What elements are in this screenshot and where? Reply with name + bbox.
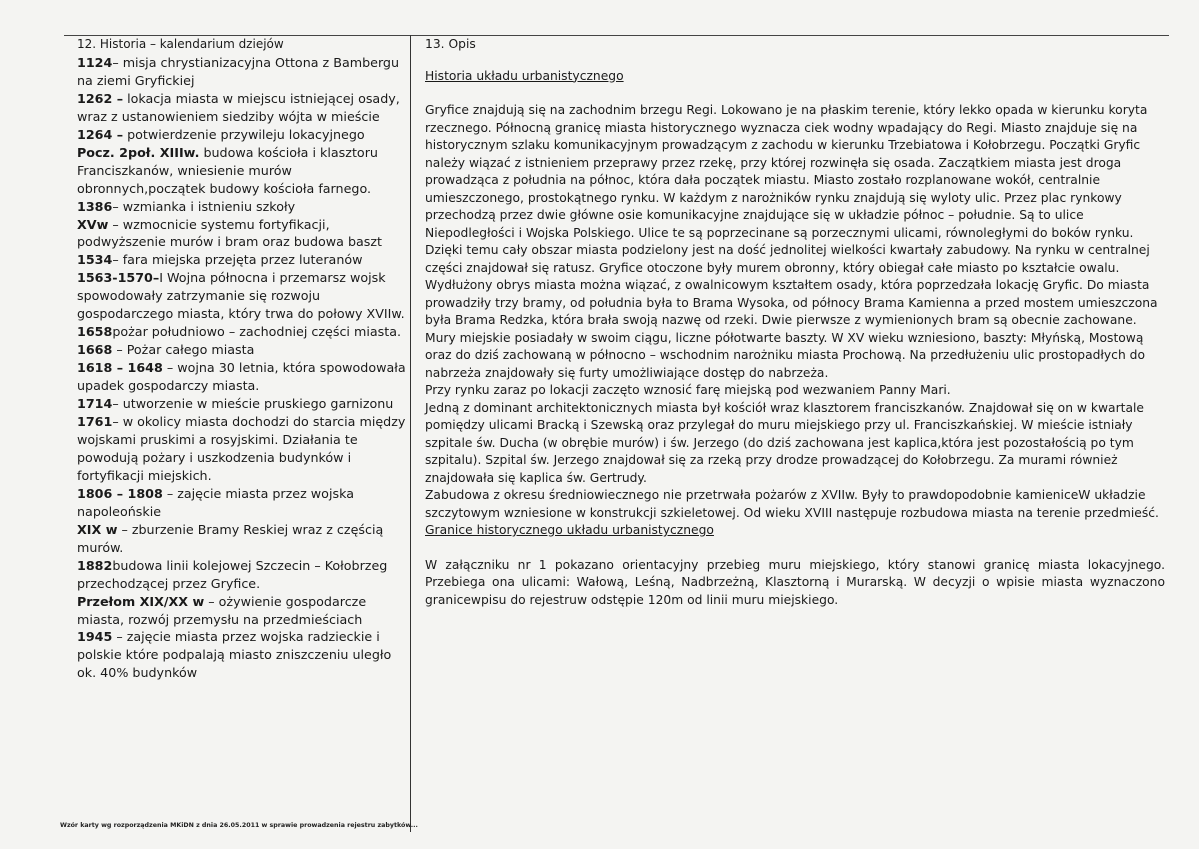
history-timeline-column	[77, 36, 407, 682]
timeline-text: budowa linii kolejowej Szczecin – Kołobrzeg przechodzącej przez Gryfice.	[77, 557, 388, 591]
timeline-heading: 12. Historia – kalendarium dziejów	[77, 37, 284, 51]
timeline-entry	[77, 54, 407, 90]
timeline-date: 1945	[77, 629, 113, 645]
timeline-date: 1262 –	[77, 90, 124, 106]
timeline-text: – Pożar całego miasta	[112, 342, 255, 358]
timeline-text: – misja chrystianizacyjna Ottona z Bambergu na ziemi Gryfickiej	[77, 54, 400, 88]
timeline-date: 1806 – 1808	[77, 485, 163, 501]
timeline-text: – wzmianka i istnieniu szkoły	[112, 198, 296, 214]
timeline-entry	[77, 323, 407, 341]
description-column	[425, 36, 1165, 609]
timeline-text: – zajęcie miasta przez wojska radzieckie i polskie które podpalają miasto zniszczeniu uległo ok. 40% budynków	[77, 629, 392, 681]
timeline-entry	[77, 90, 407, 126]
description-heading: 13. Opis	[425, 37, 476, 51]
timeline-entry	[77, 521, 407, 557]
timeline-date: 1534	[77, 252, 113, 268]
paragraph: Jedną z dominant architektonicznych miasta był kościół wraz klasztorem franciszkanów. Znajdował się on w kwartale pomiędzy ulicami Bracką i Szewską oraz przylegał do muru miejskiego przy ul. Franciszkańskiej. W mieście istniały szpitale św. Ducha (w obrębie murów) i św. Jerzego (do dziś zachowana jest kaplica,która jest pozostałością po tym szpitalu). Szpital św. Jerzego znajdował się za rzeką przy drodze prowadzącej do Kołobrzegu. Za murami również znajdowała się kaplica św. Gertrudy.	[425, 400, 1144, 485]
timeline-text: pożar południowo – zachodniej części miasta.	[112, 324, 402, 340]
column-divider	[410, 35, 411, 832]
timeline-entry	[77, 198, 407, 216]
timeline-date: 1761	[77, 414, 113, 430]
timeline-entry	[77, 557, 407, 593]
timeline-date: Przełom XIX/XX w	[77, 593, 205, 609]
timeline-entry	[77, 251, 407, 269]
timeline-text: budowa kościoła i klasztoru Franciszkanów, wniesienie murów obronnych,początek budowy kościoła farnego.	[77, 144, 378, 196]
timeline-text: – utworzenie w mieście pruskiego garnizonu	[112, 396, 394, 412]
paragraph: Przy rynku zaraz po lokacji zaczęto wznosić farę miejską pod wezwaniem Panny Mari.	[425, 383, 951, 397]
timeline-date: 1563-1570–	[77, 270, 160, 286]
form-footer-note: Wzór karty wg rozporządzenia MKiDN z dnia 26.05.2011 w sprawie prowadzenia rejestru zabytków...	[60, 822, 418, 829]
timeline-text: potwierdzenie przywileju lokacyjnego	[123, 126, 365, 142]
timeline-text: – zburzenie Bramy Reskiej wraz z częścią murów.	[77, 521, 384, 555]
timeline-entry	[77, 341, 407, 359]
timeline-date: Pocz. 2poł. XIIIw.	[77, 144, 200, 160]
timeline-entry	[77, 485, 407, 521]
timeline-date: 1618 – 1648	[77, 360, 163, 376]
section-title-boundaries: Granice historycznego układu urbanistycznego	[425, 523, 714, 537]
timeline-entry	[77, 395, 407, 413]
section-title-urban-history: Historia układu urbanistycznego	[425, 68, 624, 83]
timeline-date: 1668	[77, 342, 113, 358]
timeline-entry	[77, 216, 407, 252]
timeline-entry	[77, 413, 407, 485]
paragraph: Zabudowa z okresu średniowiecznego nie przetrwała pożarów z XVIIw. Były to prawdopodobnie kamieniceW układzie szczytowym wzniesione w konstrukcji szkieletowej. Od wieku XVIII następuje rozbudowa miasta na terenie przedmieść.	[425, 488, 1159, 520]
timeline-entry	[77, 126, 407, 144]
timeline-date: 1386	[77, 198, 113, 214]
timeline-entry	[77, 628, 407, 682]
timeline-text: – w okolicy miasta dochodzi do starcia między wojskami pruskimi a rosyjskimi. Działania te powodują pożary i uszkodzenia budynków i fortyfikacji miejskich.	[77, 414, 406, 483]
timeline-date: XVw	[77, 216, 109, 232]
timeline-entry	[77, 359, 407, 395]
timeline-text: – wojna 30 letnia, która spowodowała upadek gospodarczy miasta.	[77, 360, 406, 394]
timeline-date: 1882	[77, 557, 113, 573]
timeline-entry	[77, 144, 407, 198]
timeline-entry	[77, 269, 407, 323]
timeline-date: 1124	[77, 54, 113, 70]
timeline-text: – ożywienie gospodarcze miasta, rozwój przemysłu na przedmieściach	[77, 593, 367, 627]
timeline-text: – zajęcie miasta przez wojska napoleońskie	[77, 485, 354, 519]
timeline-date: 1264 –	[77, 126, 124, 142]
timeline-text: – fara miejska przejęta przez luteranów	[112, 252, 363, 268]
timeline-date: 1658	[77, 324, 113, 340]
timeline-date: 1714	[77, 396, 113, 412]
timeline-text: – wzmocnicie systemu fortyfikacji, podwyższenie murów i bram oraz budowa baszt	[77, 216, 383, 250]
boundaries-paragraph: W załączniku nr 1 pokazano orientacyjny przebieg muru miejskiego, który stanowi granicę miasta lokacyjnego. Przebiega ona ulicami: Wałową, Leśną, Nadbrzeżną, Klasztorną i Murarską. W decyzji o wpisie miasta wyznaczono granicewpisu do rejestruw odstępie 120m od linii muru miejskiego.	[425, 557, 1165, 607]
timeline-text: lokacja miasta w miejscu istniejącej osady, wraz z ustanowieniem siedziby wójta w mieście	[77, 90, 400, 124]
paragraph: Gryfice znajdują się na zachodnim brzegu Regi. Lokowano je na płaskim terenie, który lekko opada w kierunku koryta rzecznego. Północną granicę miasta historycznego wyznacza ciek wodny wpadający do Regi. Miasto znajduje się na historycznym szlaku komunikacyjnym prowadzącym z zachodu w kierunku Trzebiatowa i Kołobrzegu. Początki Gryfic należy wiązać z istnieniem przeprawy przez rzekę, przy której rozwinęła się osada. Zaczątkiem miasta jest droga prowadząca z południa na północ, która dała początek miastu. Miasto zostało rozplanowane wokół, centralnie umieszczonego, prostokątnego rynku. W każdym z narożników rynku znajdują się wyloty ulic. Przez plac rynkowy przechodzą przez dwie główne osie komunikacyjne znajdujące się w układzie północ – południe. Są to ulice Niepodległości i Wojska Polskiego. Ulice te są poprzecinane są porzecznymi ulicami, równoległymi do boków rynku. Dzięki temu cały obszar miasta podzielony jest na dość jednolitej wielkości kwartały zabudowy. Na rynku w centralnej części znajdował się ratusz. Gryfice otoczone były murem obronny, który obiegał całe miasto po kształcie owalu. Wydłużony obrys miasta można wiązać, z owalnicowym kształtem osady, która poprzedzała lokację Gryfic. Do miasta prowadziły trzy bramy, od południa była to Brama Wysoka, od północy Brama Kamienna a przed mostem umieszczona była Brama Redzka, która brała swoją nazwę od rzeki. Dwie pierwsze z wymienionych bram są obecnie zachowane. Mury miejskie posiadały w swoim ciągu, liczne półotwarte baszty. W XV wieku wzniesiono, baszty: Młyńską, Mostową oraz do dziś zachowaną w północno – wschodnim narożniku miasta Prochową. Na przedłużeniu ulic prostopadłych do nabrzeża znajdowały się furty umożliwiające dostęp do nabrzeża.	[425, 103, 1158, 380]
timeline-list	[77, 54, 407, 682]
timeline-date: XIX w	[77, 521, 118, 537]
timeline-entry	[77, 593, 407, 629]
timeline-text: I Wojna północna i przemarsz wojsk spowodowały zatrzymanie się rozwoju gospodarczego miasta, który trwa do połowy XVIIw.	[77, 270, 405, 322]
